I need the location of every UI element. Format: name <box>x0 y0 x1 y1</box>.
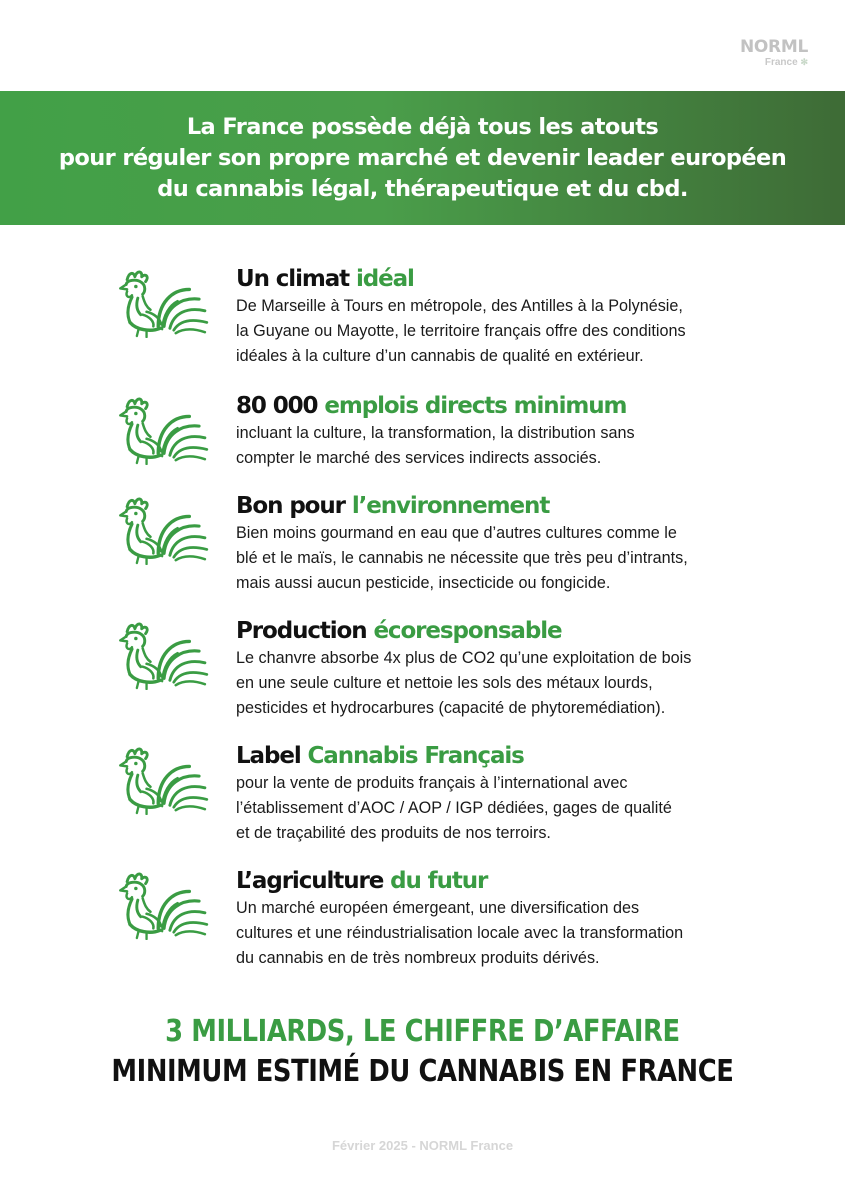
feature-title-accent: idéal <box>355 266 414 292</box>
feature-description-line: du cannabis en de très nombreux produits dérivés. <box>236 949 600 967</box>
feature-description-line: De Marseille à Tours en métropole, des Antilles à la Polynésie, <box>236 297 683 315</box>
feature-item-environnement <box>0 491 845 601</box>
feature-title-accent: Cannabis Français <box>307 743 524 769</box>
feature-description <box>236 896 796 971</box>
feature-title-plain: Bon pour <box>236 493 352 519</box>
feature-description-line: Un marché européen émergeant, une diversification des <box>236 899 640 917</box>
feature-title-plain: Production <box>236 618 374 644</box>
feature-title <box>236 491 549 521</box>
feature-title <box>236 264 414 294</box>
feature-description-line: cultures et une réindustrialisation locale avec la transformation <box>236 924 684 942</box>
feature-title <box>236 741 524 771</box>
rooster-icon <box>117 870 215 940</box>
feature-description-line: en une seule culture et nettoie les sols des métaux lourds, <box>236 674 653 692</box>
feature-description-line: la Guyane ou Mayotte, le territoire français offre des conditions <box>236 322 686 340</box>
headline-line-black: MINIMUM ESTIMÉ DU CANNABIS EN FRANCE <box>111 1054 734 1089</box>
feature-title <box>236 391 626 421</box>
feature-item-agriculture <box>0 866 845 976</box>
feature-description-line: et de traçabilité des produits de nos terroirs. <box>236 824 551 842</box>
feature-title-plain: Un climat <box>236 266 356 292</box>
banner-line: La France possède déjà tous les atouts <box>186 113 659 140</box>
logo-subtitle <box>740 56 808 69</box>
logo-subtitle-text: France <box>764 57 798 68</box>
feature-description-line: l’établissement d’AOC / AOP / IGP dédiées, gages de qualité <box>236 799 672 817</box>
rooster-icon <box>117 745 215 815</box>
feature-title-accent: l’environnement <box>351 493 550 519</box>
feature-description <box>236 421 796 471</box>
rooster-icon <box>117 268 215 338</box>
feature-description-line: incluant la culture, la transformation, la distribution sans <box>236 424 635 442</box>
feature-title-accent: emplois directs minimum <box>324 393 627 419</box>
rooster-icon <box>117 395 215 465</box>
headline <box>59 1012 786 1092</box>
rooster-icon <box>117 495 215 565</box>
feature-title-accent: du futur <box>390 868 488 894</box>
feature-title-plain: 80 000 <box>236 393 325 419</box>
feature-item-emplois <box>0 391 845 501</box>
banner-line: du cannabis légal, thérapeutique et du cbd. <box>157 175 688 202</box>
feature-description-line: mais aussi aucun pesticide, insecticide ou fongicide. <box>236 574 611 592</box>
feature-description <box>236 646 796 721</box>
feature-title-plain: Label <box>236 743 308 769</box>
header-banner <box>0 91 845 225</box>
headline-line-green: 3 MILLIARDS, LE CHIFFRE D’AFFAIRE <box>165 1014 680 1049</box>
feature-description-line: idéales à la culture d’un cannabis de qualité en extérieur. <box>236 347 644 365</box>
feature-description <box>236 521 796 596</box>
feature-description <box>236 294 796 369</box>
norml-logo <box>740 38 808 69</box>
feature-item-climat <box>0 264 845 374</box>
feature-description-line: blé et le maïs, le cannabis ne nécessite que très peu d’intrants, <box>236 549 688 567</box>
feature-item-label <box>0 741 845 851</box>
feature-description <box>236 771 796 846</box>
feature-description-line: pour la vente de produits français à l’international avec <box>236 774 628 792</box>
leaf-icon: ✻ <box>800 57 808 67</box>
logo-wordmark: NORML <box>739 37 808 57</box>
feature-title-plain: L’agriculture <box>236 868 391 894</box>
feature-description-line: compter le marché des services indirects associés. <box>236 449 602 467</box>
feature-description-line: pesticides et hydrocarbures (capacité de phytoremédiation). <box>236 699 666 717</box>
feature-item-production <box>0 616 845 726</box>
feature-description-line: Le chanvre absorbe 4x plus de CO2 qu’une exploitation de bois <box>236 649 692 667</box>
banner-text <box>59 112 786 205</box>
feature-title <box>236 866 487 896</box>
rooster-icon <box>117 620 215 690</box>
feature-description-line: Bien moins gourmand en eau que d’autres cultures comme le <box>236 524 677 542</box>
feature-title <box>236 616 562 646</box>
feature-title-accent: écoresponsable <box>373 618 562 644</box>
banner-line: pour réguler son propre marché et devenir leader européen <box>58 144 787 171</box>
footer-text: Février 2025 - NORML France <box>331 1138 514 1153</box>
